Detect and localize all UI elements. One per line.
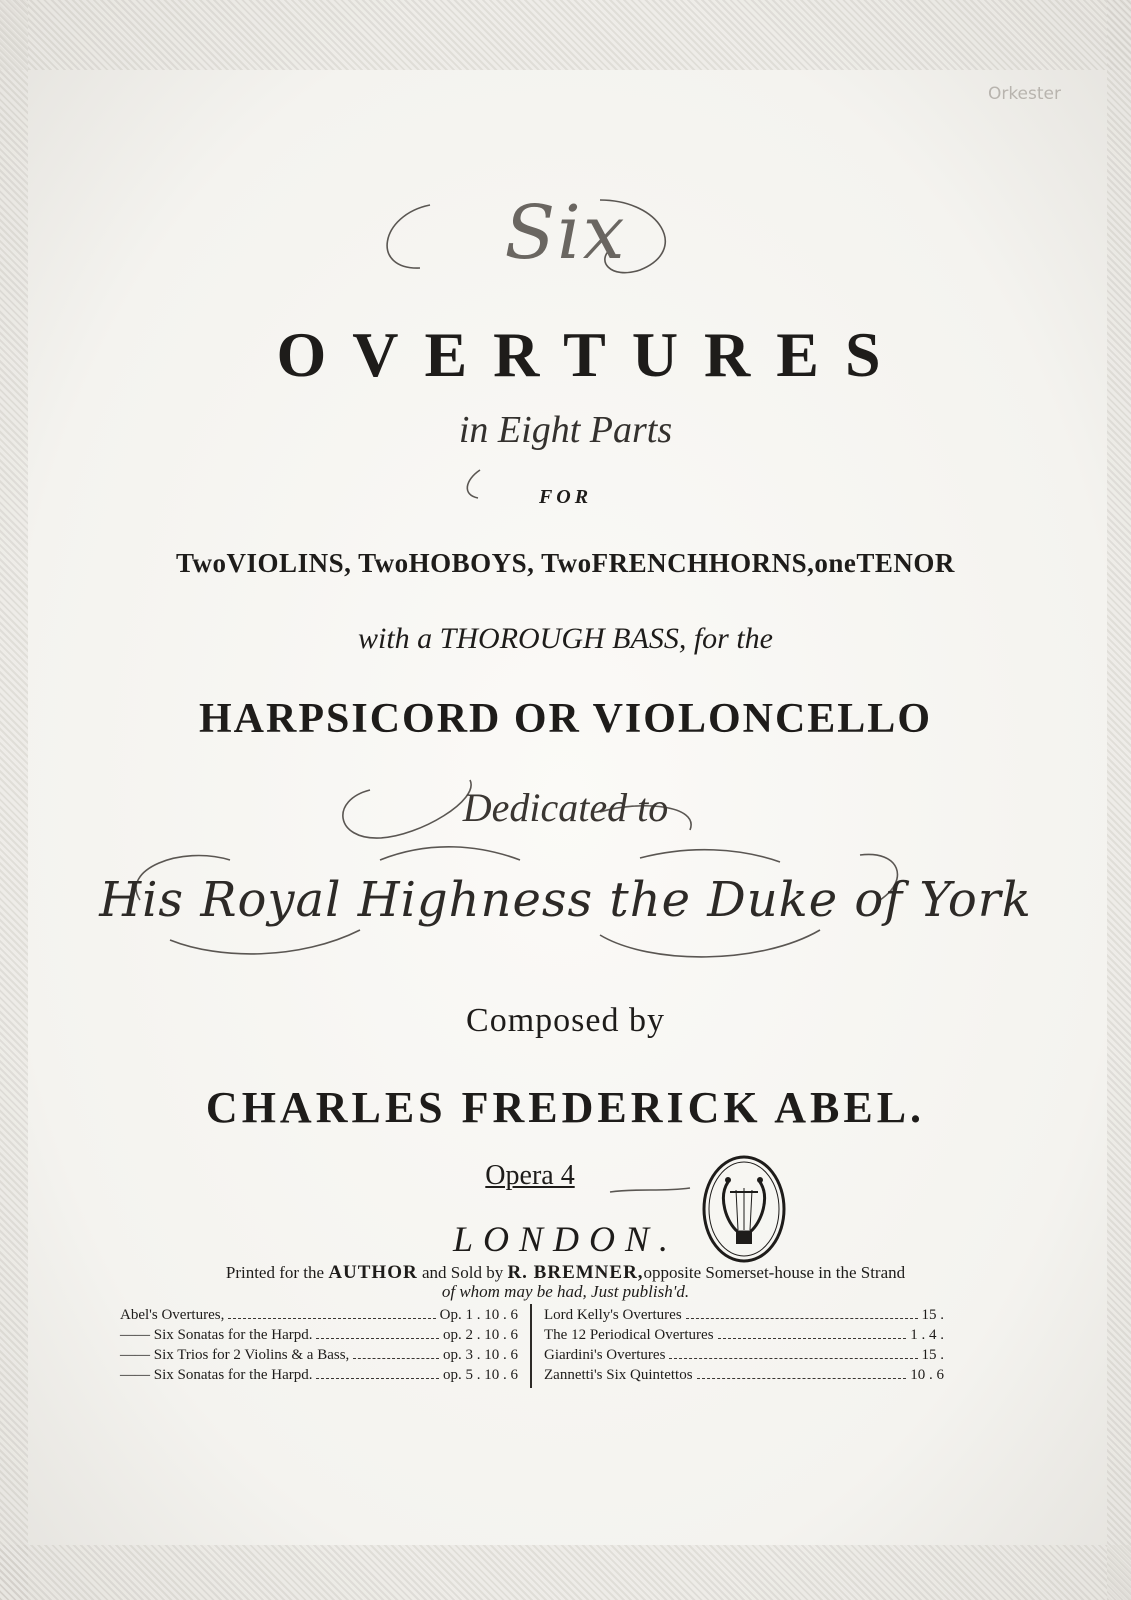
title-six: Six	[504, 190, 627, 276]
keyboard-line: HARPSICORD OR VIOLONCELLO	[199, 696, 932, 742]
catalogue-divider	[530, 1304, 532, 1388]
catalogue-title: —— Six Sonatas for the Harpd.	[120, 1327, 313, 1343]
imprint-whom: of whom may be had, Just publish'd.	[441, 1282, 690, 1301]
instrument-list: TwoVIOLINS, TwoHOBOYS, TwoFRENCHHORNS,oneTENOR	[176, 548, 955, 578]
catalogue-title: Lord Kelly's Overtures	[544, 1307, 682, 1323]
title-for: FOR	[538, 486, 593, 508]
dedication-intro: Dedicated to	[462, 785, 669, 830]
imprint-printed-for: Printed for the	[225, 1263, 325, 1282]
catalogue-price: Op. 1 . 10 . 6	[439, 1307, 518, 1323]
imprint-publisher: R. BREMNER,	[507, 1262, 644, 1283]
imprint-line	[0, 1262, 1131, 1284]
catalogue-item	[120, 1345, 518, 1365]
catalogue-item	[120, 1325, 518, 1345]
title-parts: in Eight Parts	[458, 409, 673, 451]
catalogue-price: op. 2 . 10 . 6	[443, 1327, 518, 1343]
catalogue-title: Zannetti's Six Quintettos	[544, 1367, 693, 1383]
catalogue-title: Abel's Overtures,	[120, 1307, 225, 1323]
catalogue-item	[544, 1305, 944, 1325]
catalogue-price: 1 . 4 .	[910, 1327, 944, 1343]
composer-name: CHARLES FREDERICK ABEL.	[205, 1083, 926, 1132]
imprint-author: AUTHOR	[328, 1262, 418, 1283]
title-overtures: OVERTURES	[276, 319, 907, 390]
catalogue-item	[544, 1345, 944, 1365]
catalogue-title: —— Six Sonatas for the Harpd.	[120, 1367, 313, 1383]
thorough-bass-line: with a THOROUGH BASS, for the	[358, 622, 773, 655]
imprint-address: opposite Somerset-house in the Strand	[643, 1263, 906, 1282]
catalogue-left-column	[120, 1305, 518, 1385]
imprint-city: LONDON.	[452, 1219, 679, 1259]
catalogue-title: The 12 Periodical Overtures	[544, 1327, 714, 1343]
archive-stamp: Orkester	[987, 84, 1061, 104]
imprint-sold-by: and Sold by	[421, 1263, 504, 1282]
catalogue-item	[120, 1365, 518, 1385]
catalogue-price: op. 3 . 10 . 6	[443, 1347, 518, 1363]
catalogue-item	[120, 1305, 518, 1325]
catalogue-title: —— Six Trios for 2 Violins & a Bass,	[120, 1347, 350, 1363]
opus-number: Opera 4	[485, 1160, 575, 1191]
dedicatee: His Royal Highness the Duke of York	[99, 872, 1032, 928]
catalogue-item	[544, 1325, 944, 1345]
catalogue-item	[544, 1365, 944, 1385]
catalogue-right-column	[544, 1305, 944, 1385]
catalogue-price: 15 .	[921, 1307, 944, 1323]
catalogue-price: 10 . 6	[910, 1367, 944, 1383]
composed-by: Composed by	[466, 1002, 665, 1039]
catalogue-price: op. 5 . 10 . 6	[443, 1367, 518, 1383]
catalogue-title: Giardini's Overtures	[544, 1347, 666, 1363]
catalogue-price: 15 .	[921, 1347, 944, 1363]
